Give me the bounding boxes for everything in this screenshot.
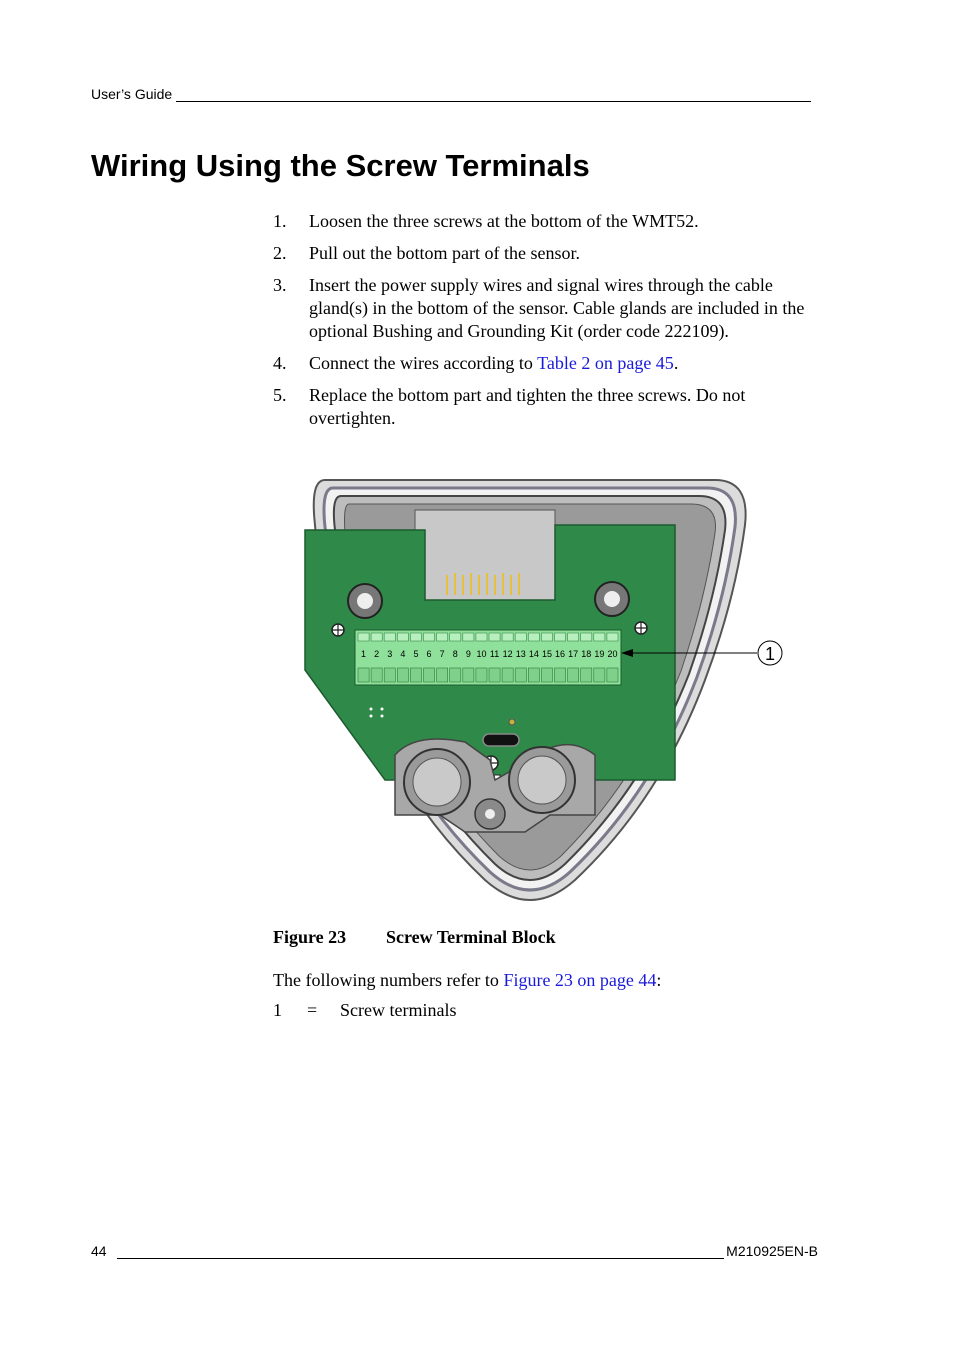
terminal-number: 3 xyxy=(387,649,393,659)
step-item xyxy=(273,242,833,265)
terminal-number: 5 xyxy=(413,649,419,659)
sensor-drawing xyxy=(265,470,795,915)
terminal-wire-slot xyxy=(358,668,369,682)
page-footer xyxy=(91,1243,818,1259)
legend-number: 1 xyxy=(273,1000,282,1020)
terminal-screw-slot xyxy=(555,633,566,641)
terminal-wire-slot xyxy=(463,668,474,682)
terminal-wire-slot xyxy=(594,668,605,682)
terminal-wire-slot xyxy=(528,668,539,682)
terminal-wire-slot xyxy=(568,668,579,682)
terminal-number: 4 xyxy=(400,649,406,659)
terminal-number: 2 xyxy=(374,649,380,659)
step-item xyxy=(273,274,833,343)
refs-before: The following numbers refer to xyxy=(273,970,504,990)
terminal-number: 9 xyxy=(465,649,471,659)
terminal-number: 13 xyxy=(515,649,526,659)
terminal-wire-slot xyxy=(581,668,592,682)
terminal-number: 17 xyxy=(568,649,579,659)
step-item xyxy=(273,352,833,375)
terminal-wire-slot xyxy=(555,668,566,682)
doc-code: M210925EN-B xyxy=(726,1243,818,1259)
terminal-wire-slot xyxy=(489,668,500,682)
step-number: 5. xyxy=(273,385,287,405)
terminal-number: 18 xyxy=(581,649,592,659)
switch xyxy=(483,734,519,746)
step-text: Insert the power supply wires and signal wires through the cable gland(s) in the bottom of the sensor. Cable glands are included in the optional Bushing and Grounding Kit (order code 222109). xyxy=(309,275,805,341)
legend-row xyxy=(273,1000,456,1021)
terminal-screw-slot xyxy=(489,633,500,641)
bottom-screw-center xyxy=(485,809,495,819)
page-number: 44 xyxy=(91,1243,107,1259)
terminal-screw-slot xyxy=(424,633,435,641)
steps-list xyxy=(273,210,833,439)
cable-gland-left-seal xyxy=(413,758,461,806)
table-2-link[interactable]: Table 2 on page 45 xyxy=(537,353,674,373)
terminal-wire-slot xyxy=(410,668,421,682)
terminal-number: 14 xyxy=(528,649,539,659)
step-number: 3. xyxy=(273,275,287,295)
terminal-number: 10 xyxy=(476,649,487,659)
step-text: Pull out the bottom part of the sensor. xyxy=(309,243,580,263)
terminal-screw-slot xyxy=(437,633,448,641)
page-header xyxy=(91,86,811,102)
pad xyxy=(370,715,373,718)
step-text: Replace the bottom part and tighten the three screws. Do not overtighten. xyxy=(309,385,746,428)
terminal-number: 19 xyxy=(594,649,605,659)
terminal-wire-slot xyxy=(397,668,408,682)
terminal-number: 1 xyxy=(361,649,367,659)
screw-terminal-figure xyxy=(265,470,795,915)
terminal-screw-slot xyxy=(541,633,552,641)
terminal-number: 16 xyxy=(555,649,566,659)
terminal-screw-slot xyxy=(397,633,408,641)
connector-cavity xyxy=(415,510,555,600)
pad xyxy=(381,715,384,718)
terminal-screw-slot xyxy=(515,633,526,641)
terminal-number: 11 xyxy=(489,649,500,659)
terminal-screw-slot xyxy=(594,633,605,641)
terminal-wire-slot xyxy=(607,668,618,682)
header-title: User’s Guide xyxy=(91,86,173,102)
figure-number: Figure 23 xyxy=(273,927,347,947)
pad xyxy=(381,708,384,711)
terminal-screw-slot xyxy=(463,633,474,641)
terminal-screw-slot xyxy=(581,633,592,641)
terminal-screw-slot xyxy=(384,633,395,641)
step-item xyxy=(273,210,833,233)
page-title: Wiring Using the Screw Terminals xyxy=(91,148,590,183)
step-text-before: Connect the wires according to xyxy=(309,353,538,373)
mounting-hole-left-center xyxy=(357,593,373,609)
terminal-wire-slot xyxy=(541,668,552,682)
terminal-wire-slot xyxy=(437,668,448,682)
step-text xyxy=(309,352,833,375)
led xyxy=(509,719,515,725)
legend-text: Screw terminals xyxy=(340,1000,457,1020)
terminal-wire-slot xyxy=(424,668,435,682)
terminal-number: 7 xyxy=(439,649,445,659)
figure-caption xyxy=(273,927,556,948)
terminal-screw-slot xyxy=(358,633,369,641)
step-text-after: . xyxy=(673,353,679,373)
reference-sentence xyxy=(273,970,661,991)
terminal-number: 8 xyxy=(452,649,458,659)
terminal-screw-slot xyxy=(607,633,618,641)
terminal-wire-slot xyxy=(476,668,487,682)
terminal-wire-slot xyxy=(371,668,382,682)
step-number: 1. xyxy=(273,211,287,231)
terminal-wire-slot xyxy=(502,668,513,682)
step-text: Loosen the three screws at the bottom of the WMT52. xyxy=(309,211,699,231)
legend-equals: = xyxy=(307,1000,318,1020)
step-number: 2. xyxy=(273,243,287,263)
terminal-screw-slot xyxy=(528,633,539,641)
terminal-screw-slot xyxy=(568,633,579,641)
figure-23-link[interactable]: Figure 23 on page 44 xyxy=(503,970,657,990)
terminal-screw-slot xyxy=(371,633,382,641)
terminal-screw-slot xyxy=(450,633,461,641)
terminal-wire-slot xyxy=(515,668,526,682)
footer-rule xyxy=(117,1244,725,1259)
terminal-wire-slot xyxy=(384,668,395,682)
terminal-number: 15 xyxy=(541,649,552,659)
terminal-number: 20 xyxy=(607,649,618,659)
terminal-screw-slot xyxy=(410,633,421,641)
terminal-number: 12 xyxy=(502,649,513,659)
terminal-screw-slot xyxy=(502,633,513,641)
figure-title: Screw Terminal Block xyxy=(386,927,556,947)
mounting-hole-right-center xyxy=(604,591,620,607)
cable-gland-right-seal xyxy=(518,756,566,804)
refs-after: : xyxy=(656,970,662,990)
header-rule xyxy=(176,87,811,102)
terminal-number: 6 xyxy=(426,649,432,659)
pad xyxy=(370,708,373,711)
step-number: 4. xyxy=(273,353,287,373)
terminal-wire-slot xyxy=(450,668,461,682)
step-item xyxy=(273,384,833,430)
terminal-screw-slot xyxy=(476,633,487,641)
callout-label: 1 xyxy=(764,644,776,664)
